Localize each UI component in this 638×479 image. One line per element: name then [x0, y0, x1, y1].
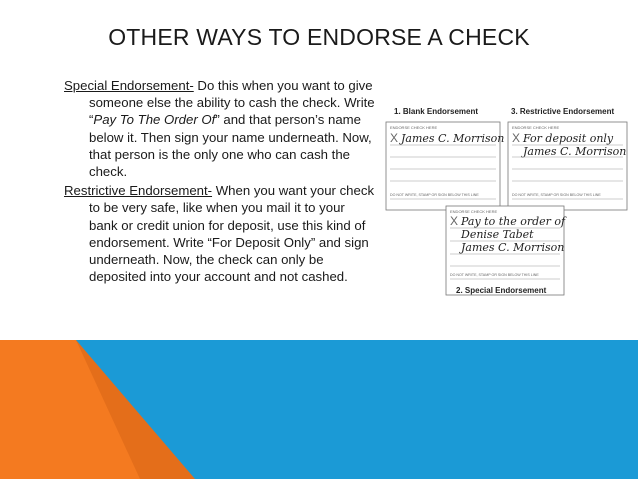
blank-endorsement-x-mark: X [390, 131, 399, 145]
special-endorsement-line-2: Denise Tabet [461, 228, 534, 241]
blank-endorsement-header-text: ENDORSE CHECK HERE [390, 125, 438, 130]
special-endorsement-emphasis: Pay To The Order Of [93, 112, 216, 128]
restrictive-endorsement-panel [508, 107, 627, 210]
blank-endorsement-footer: DO NOT WRITE, STAMP OR SIGN BELOW THIS LINE [390, 193, 479, 197]
special-endorsement-figure-heading: 2. Special Endorsement [456, 286, 547, 295]
endorsement-examples-figure [380, 104, 630, 299]
restrictive-endorsement-heading: Restrictive Endorsement- [64, 183, 213, 199]
special-endorsement-text-1: Do this when you want to give someone else the ability to cash the check. Write “ [89, 78, 375, 128]
blank-endorsement-heading: 1. Blank Endorsement [394, 107, 479, 116]
restrictive-endorsement-text: When you want your check to be very safe, like when you mail it to your bank or credit union for deposit, use this kind of endorsement. Write “For Deposit Only” and sign underneath. Now, the check can only be deposited into your account and not cashed. [89, 183, 375, 285]
restrictive-endorsement-x-mark: X [512, 131, 521, 145]
slide-title: OTHER WAYS TO ENDORSE A CHECK [108, 24, 530, 50]
special-endorsement-signature: James C. Morrison [461, 241, 565, 254]
special-endorsement-footer: DO NOT WRITE, STAMP OR SIGN BELOW THIS LINE [450, 273, 539, 277]
restrictive-endorsement-footer: DO NOT WRITE, STAMP OR SIGN BELOW THIS LINE [512, 193, 601, 197]
special-endorsement-header-text: ENDORSE CHECK HERE [450, 209, 498, 214]
special-endorsement-line-1: Pay to the order of [461, 215, 566, 228]
body-text [64, 77, 376, 287]
restrictive-endorsement-paragraph [64, 182, 376, 285]
special-endorsement-heading: Special Endorsement- [64, 78, 194, 93]
decorative-bottom-band [0, 340, 638, 479]
special-endorsement-panel [446, 206, 567, 295]
blank-endorsement-panel [386, 107, 504, 210]
restrictive-endorsement-line-1: For deposit only [523, 132, 614, 145]
decorative-shapes [0, 340, 638, 479]
endorsement-examples-graphic [380, 104, 630, 299]
special-endorsement-x-mark: X [450, 214, 459, 228]
special-endorsement-paragraph [64, 77, 376, 180]
restrictive-endorsement-signature: James C. Morrison [523, 145, 627, 158]
restrictive-endorsement-figure-heading: 3. Restrictive Endorsement [511, 107, 615, 116]
blank-endorsement-signature: James C. Morrison [401, 132, 505, 145]
special-endorsement-text-2: ” and that person’s name below it. Then sign your name underneath. Now, that person is the only one who can cash the check. [89, 112, 372, 180]
restrictive-endorsement-header-text: ENDORSE CHECK HERE [512, 125, 560, 130]
